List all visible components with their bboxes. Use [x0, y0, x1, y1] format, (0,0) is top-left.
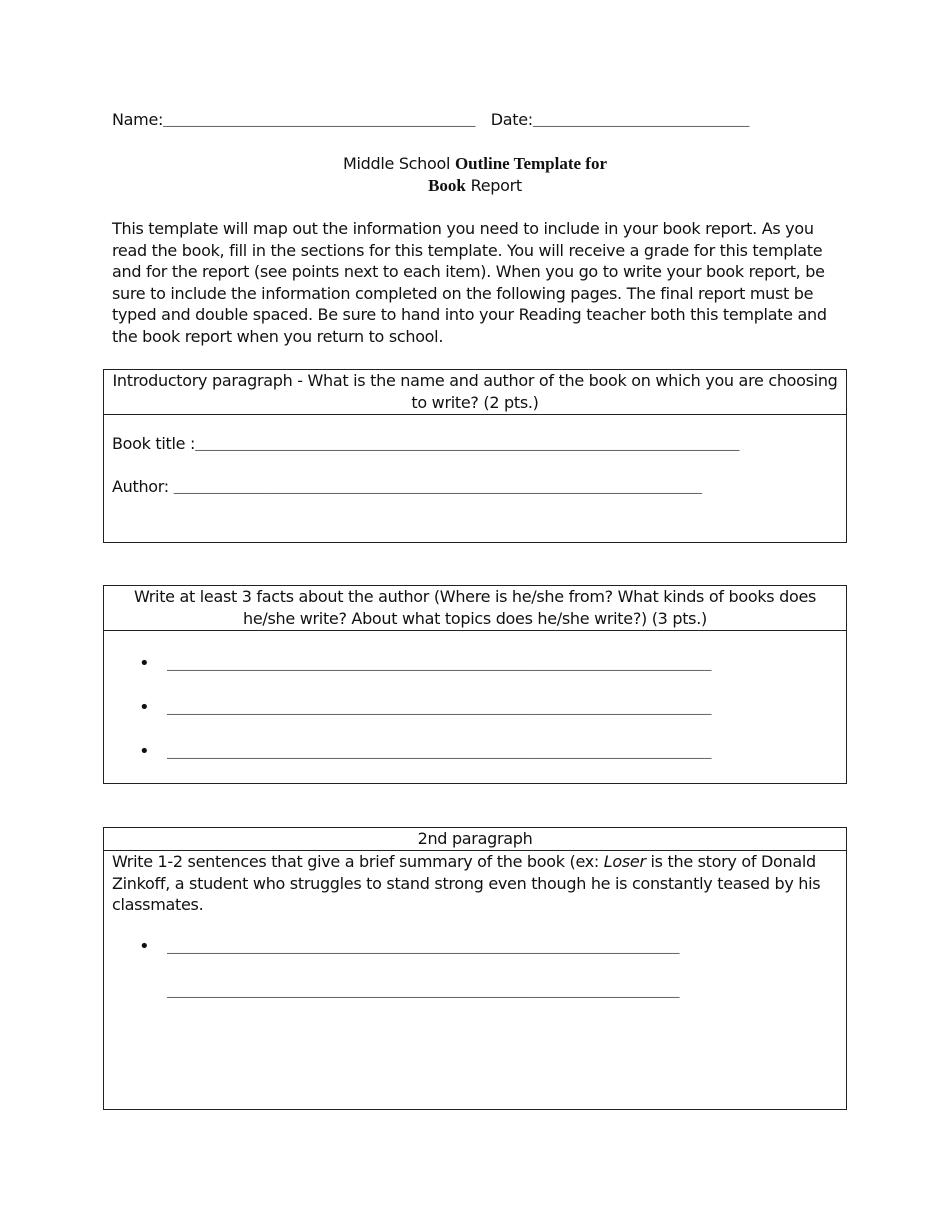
- title-part: Middle School: [342, 154, 455, 173]
- author-facts-box: [103, 585, 847, 784]
- summary-text: is the story of Donald Zinkoff, a student who struggles to stand strong even though he is constantly teased by his classmates.: [112, 852, 821, 914]
- bullet-icon: •: [139, 936, 150, 957]
- name-date-row: [112, 110, 749, 130]
- bullet-icon: •: [139, 741, 150, 762]
- intro-paragraph-box: [103, 369, 847, 543]
- page-title-line2: [0, 176, 950, 196]
- bullet-icon: •: [139, 653, 150, 674]
- author-fact-field-2[interactable]: ____________________________________________________________________: [167, 702, 712, 718]
- date-field[interactable]: ___________________________: [532, 114, 749, 130]
- instructions-paragraph: This template will map out the information you need to include in your book report. As you read the book, fill in the sections for this template. You will receive a grade for this template and for the report (see points next to each item). When you go to write your book report, be sure to include the information completed on the following pages. The final report must be typed and double spaced. Be sure to hand into your Reading teacher both this template and the book report when you return to school.: [112, 219, 827, 346]
- summary-instructions: [104, 851, 846, 916]
- page-title-line1: [0, 154, 950, 174]
- summary-field-2[interactable]: ________________________________________________________________: [167, 985, 680, 1001]
- summary-book-title: Loser: [603, 852, 646, 871]
- author-fact-field-3[interactable]: ____________________________________________________________________: [167, 746, 712, 762]
- summary-box: [103, 827, 847, 1110]
- name-label: Name:: [112, 110, 164, 129]
- summary-field-1[interactable]: ________________________________________________________________: [167, 941, 680, 957]
- title-part-bold: Outline Template for: [454, 154, 607, 173]
- bullet-icon: •: [139, 697, 150, 718]
- author-row: [112, 477, 702, 497]
- author-fact-field-1[interactable]: ____________________________________________________________________: [167, 658, 712, 674]
- book-title-row: [112, 434, 739, 454]
- second-paragraph-header: 2nd paragraph: [104, 828, 846, 851]
- intro-paragraph-header: Introductory paragraph - What is the name and author of the book on which you are choosing to write? (2 pts.): [104, 370, 846, 415]
- author-label: Author:: [112, 477, 174, 496]
- book-title-label: Book title :: [112, 434, 196, 453]
- book-title-field[interactable]: ____________________________________________________________________: [195, 438, 740, 454]
- date-label: Date:: [490, 110, 533, 129]
- name-field[interactable]: _______________________________________: [163, 114, 476, 130]
- summary-text: Write 1-2 sentences that give a brief summary of the book (ex:: [112, 852, 604, 871]
- author-field[interactable]: __________________________________________________________________: [173, 481, 702, 497]
- title-part-bold: Book: [428, 176, 466, 195]
- title-part: Report: [465, 176, 522, 195]
- author-facts-header: Write at least 3 facts about the author (Where is he/she from? What kinds of books does he/she write? About what topics does he/she write?) (3 pts.): [104, 586, 846, 631]
